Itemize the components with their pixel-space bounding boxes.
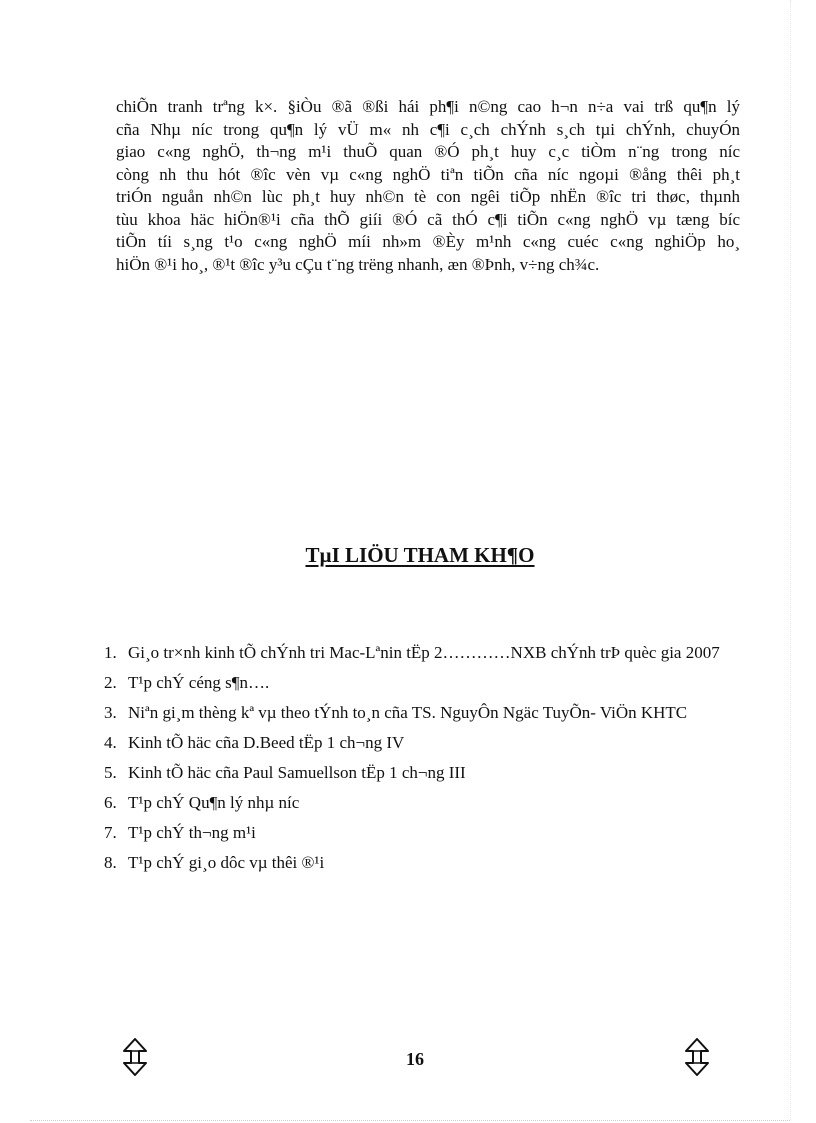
body-paragraph	[116, 96, 740, 276]
reference-item	[104, 732, 740, 753]
paragraph-line: tiÕn tíi s¸ng t¹o c«ng nghÖ míi nh»m ®Èy m¹nh c«ng cuéc c«ng nghiÖp ho¸	[116, 232, 740, 251]
reference-text: Gi¸o tr×nh kinh tÕ chÝnh tri Mac-Lªnin tËp 2…………NXB chÝnh trÞ quèc gia 2007	[128, 643, 720, 662]
reference-number: 3.	[104, 703, 117, 722]
page-number: 16	[406, 1049, 424, 1069]
reference-text: T¹p chÝ Qu¶n lý nhµ níc	[128, 793, 300, 812]
reference-text: Niªn gi¸m thèng kª vµ theo tÝnh to¸n cña TS. NguyÔn Ngäc TuyÕn- ViÖn KHTC	[128, 703, 688, 722]
paragraph-line: giao c«ng nghÖ, th¬ng m¹i thuÕ quan ®Ó ph¸t huy c¸c tiÒm n¨ng trong níc	[116, 142, 740, 161]
paragraph-line: còng nh thu hót ®îc vèn vµ c«ng nghÖ tiªn tiÕn cña níc ngoµi ®ång thêi ph¸t	[116, 164, 740, 184]
references-heading	[0, 543, 816, 568]
reference-item	[104, 822, 740, 843]
reference-item	[104, 852, 740, 873]
reference-number: 1.	[104, 643, 117, 662]
reference-item	[104, 672, 740, 693]
reference-item	[104, 762, 740, 783]
paragraph-line: chiÕn tranh trªng k×. §iÒu ®ã ®ßi hái ph¶i n©ng cao h¬n n÷a vai trß qu¶n lý	[116, 97, 740, 116]
reference-number: 4.	[104, 733, 117, 752]
reference-number: 7.	[104, 823, 117, 842]
reference-text: Kinh tÕ häc cña Paul Samuellson tËp 1 ch¬ng III	[128, 763, 466, 782]
up-down-arrow-icon	[684, 1038, 710, 1076]
reference-text: Kinh tÕ häc cña D.Beed tËp 1 ch¬ng IV	[128, 733, 405, 752]
paragraph-line: triÓn nguån nh©n lùc ph¸t huy nh©n tè con ngêi tiÕp nhËn ®îc tri thøc, thµnh	[116, 187, 740, 206]
reference-item	[104, 792, 740, 813]
paragraph-line: hiÖn ®¹i ho¸, ®¹t ®îc y³u cÇu t¨ng trëng nhanh, æn ®Þnh, v÷ng ch¾c.	[116, 254, 600, 274]
reference-number: 8.	[104, 853, 117, 872]
paragraph-line: cña Nhµ níc trong qu¶n lý vÜ m« nh c¶i c¸ch chÝnh s¸ch tµi chÝnh, chuyÓn	[116, 119, 740, 139]
reference-item	[104, 642, 740, 663]
reference-number: 2.	[104, 673, 117, 692]
reference-text: T¹p chÝ gi¸o dôc vµ thêi ®¹i	[128, 853, 325, 872]
reference-item	[104, 702, 740, 723]
paragraph-line: tùu khoa häc hiÖn®¹i cña thÕ giíi ®Ó cã thÓ c¶i tiÕn c«ng nghÖ vµ tæng bíc	[116, 209, 740, 229]
reference-text: T¹p chÝ céng s¶n….	[128, 673, 270, 692]
reference-number: 5.	[104, 763, 117, 782]
reference-number: 6.	[104, 793, 117, 812]
page-right-border	[790, 0, 791, 1120]
references-title: TµI LIÖU THAM KH¶O	[305, 543, 535, 567]
references-list	[104, 642, 740, 882]
page-bottom-border	[30, 1120, 790, 1121]
reference-text: T¹p chÝ th¬ng m¹i	[128, 823, 256, 842]
next-page-button[interactable]	[684, 1038, 710, 1076]
